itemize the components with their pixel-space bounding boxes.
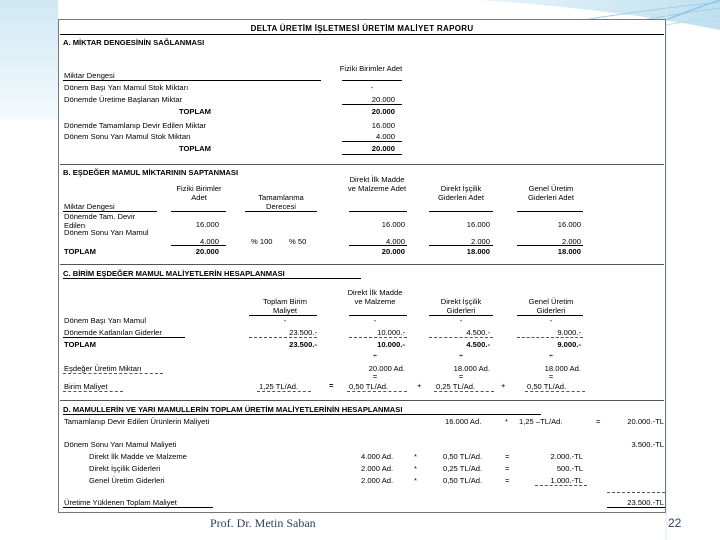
- equals-sign: =: [596, 417, 601, 426]
- divide-sign: ÷: [458, 351, 464, 360]
- section-c-header-dl: Direkt İşçilik Giderleri: [440, 297, 482, 315]
- section-a-title: A. MİKTAR DENGESİNİN SAĞLANMASI: [63, 38, 205, 47]
- section-d-price: 0,50 TL/Ad.: [443, 476, 483, 485]
- equals-sign: =: [458, 372, 464, 381]
- underline: [342, 141, 402, 142]
- section-b-total: 18.000: [466, 247, 490, 256]
- header-line: [517, 211, 583, 212]
- underline: [517, 337, 583, 338]
- underline: [429, 245, 493, 246]
- underline: [535, 485, 587, 486]
- section-b-total-label: TOPLAM: [64, 247, 96, 256]
- underline: [525, 391, 585, 392]
- section-c-row-label: Dönemde Katlanılan Giderler: [64, 328, 162, 337]
- underline: [517, 245, 583, 246]
- underline: [63, 391, 123, 392]
- section-c-cell: -: [283, 316, 287, 325]
- multiply-sign: *: [414, 476, 417, 485]
- multiply-sign: *: [414, 452, 417, 461]
- section-c-total: 23.500.-: [289, 340, 317, 349]
- underline: [63, 507, 213, 508]
- multiply-sign: *: [414, 464, 417, 473]
- double-underline: [342, 154, 402, 155]
- section-c-cell: 0,25 TL/Ad.: [436, 382, 476, 391]
- section-d-item-label: Genel Üretim Giderleri: [89, 476, 165, 485]
- section-d-total-label: Üretime Yüklenen Toplam Maliyet: [64, 498, 177, 507]
- section-a-col-line: [342, 80, 402, 81]
- section-d-amount: 500.-TL: [556, 464, 583, 473]
- section-c-title: C. BİRİM EŞDEĞER MAMUL MALİYETLERİN HESAPLANMASI: [63, 269, 285, 278]
- section-a-row-value: 20.000: [371, 95, 395, 104]
- divide-sign: ÷: [372, 351, 378, 360]
- section-c-header-oh: Genel Üretim Giderleri: [528, 297, 574, 315]
- section-a-label-line: [63, 80, 321, 81]
- page-number: 22: [668, 516, 682, 530]
- underline: [257, 391, 311, 392]
- section-b-total: 18.000: [557, 247, 581, 256]
- header-line: [429, 211, 493, 212]
- underline: [63, 373, 163, 374]
- section-a-col-header: Fiziki Birimler Adet: [339, 64, 403, 73]
- section-b-header-dl: Direkt İşçilik Giderleri Adet: [437, 184, 484, 202]
- title-underline: [63, 414, 541, 415]
- equals-sign: =: [329, 381, 334, 390]
- section-a-row-value: 4.000: [375, 132, 395, 141]
- divide-sign: ÷: [548, 351, 554, 360]
- section-d-qty: 16.000 Ad.: [445, 417, 482, 426]
- section-b-header-completion: Tamamlanma Derecesi: [258, 193, 304, 211]
- section-b-cell: 4.000: [199, 237, 219, 246]
- plus-sign: +: [501, 381, 506, 390]
- underline: [347, 391, 407, 392]
- section-c-total: 4.500.-: [466, 340, 490, 349]
- section-d-amount: 3.500.-TL: [631, 440, 664, 449]
- section-c-cell: 0,50 TL/Ad.: [349, 382, 389, 391]
- section-d-price: 0,25 TL/Ad.: [443, 464, 483, 473]
- section-d-qty: 2.000 Ad.: [361, 464, 394, 473]
- section-d-price: 0,50 TL/Ad.: [443, 452, 483, 461]
- underline: [607, 492, 665, 493]
- cost-report-document: [58, 19, 666, 513]
- underline: [171, 245, 226, 246]
- section-b-header-label: Miktar Dengesi: [64, 202, 115, 211]
- equals-sign: =: [505, 476, 510, 485]
- section-b-cell: 4.000: [385, 237, 405, 246]
- section-b-header-physical: Fiziki Birimler Adet: [176, 184, 222, 202]
- double-underline: [607, 507, 665, 508]
- section-b-total: 20.000: [195, 247, 219, 256]
- section-c-cell: 10.000.-: [377, 328, 405, 337]
- section-b-cell: 2.000: [561, 237, 581, 246]
- section-c-cell: -: [373, 316, 377, 325]
- section-d-amount: 20.000.-TL: [627, 417, 664, 426]
- section-c-row-label: Eşdeğer Üretim Miktarı: [64, 364, 142, 373]
- section-c-cell: -: [549, 316, 553, 325]
- section-c-total: 9.000.-: [557, 340, 581, 349]
- section-b-pct: % 100: [251, 237, 273, 246]
- header-line: [245, 211, 317, 212]
- equals-sign: =: [372, 372, 378, 381]
- underline: [349, 245, 407, 246]
- section-c-header-dm: Direkt İlk Madde ve Malzeme: [347, 288, 403, 306]
- underline: [349, 337, 407, 338]
- section-c-header-total: Toplam Birim Maliyet: [263, 297, 307, 315]
- underline: [434, 391, 494, 392]
- section-a-row-label: Dönemde Tamamlanıp Devir Edilen Miktar: [64, 121, 207, 130]
- section-d-qty: 2.000 Ad.: [361, 476, 394, 485]
- section-b-row-label: Dönem Sonu Yarı Mamul: [64, 228, 149, 237]
- multiply-sign: *: [505, 417, 508, 426]
- section-c-cell: 23.500.-: [289, 328, 317, 337]
- section-b-header-dm: Direkt İlk Madde ve Malzeme Adet: [347, 175, 407, 193]
- section-a-row-label: TOPLAM: [179, 107, 211, 116]
- section-separator: [60, 164, 664, 165]
- underline: [342, 104, 402, 105]
- section-a-row-value: 16.000: [371, 121, 395, 130]
- section-a-row-label: Miktar Dengesi: [64, 71, 115, 80]
- section-b-cell: 16.000: [195, 220, 219, 229]
- section-a-row-label: Dönemde Üretime Başlanan Miktar: [64, 95, 183, 104]
- header-line: [349, 211, 407, 212]
- section-d-price: 1,25 –TL/Ad.: [519, 417, 563, 426]
- section-d-total: 23.500.-TL: [627, 498, 664, 507]
- section-d-title: D. MAMULLERİN VE YARI MAMULLERİN TOPLAM ÜRETİM MALİYETLERİNİN HESAPLANMASI: [63, 405, 403, 414]
- header-line: [171, 211, 226, 212]
- section-b-cell: 16.000: [466, 220, 490, 229]
- section-b-cell: 2.000: [470, 237, 490, 246]
- equals-sign: =: [505, 464, 510, 473]
- report-title: DELTA ÜRETİM İŞLETMESİ ÜRETİM MALİYET RAPORU: [250, 24, 474, 33]
- section-c-total-label: TOPLAM: [64, 340, 96, 349]
- header-line: [349, 315, 407, 316]
- section-c-cell: 4.500.-: [466, 328, 490, 337]
- section-d-amount: 1.000.-TL: [550, 476, 583, 485]
- section-d-qty: 4.000 Ad.: [361, 452, 394, 461]
- section-d-item-label: Direkt İlk Madde ve Malzeme: [89, 452, 187, 461]
- section-c-cell: 18.000 Ad.: [453, 364, 490, 373]
- section-b-row-label: Dönemde Tam. Devir Edilen: [64, 212, 136, 230]
- section-separator: [60, 400, 664, 401]
- section-a-row-label: Dönem Başı Yarı Mamul Stok Miktarı: [64, 83, 189, 92]
- section-c-cell: 18.000 Ad.: [544, 364, 581, 373]
- section-b-total: 20.000: [381, 247, 405, 256]
- section-c-cell: 9.000.-: [557, 328, 581, 337]
- section-c-cell: 20.000 Ad.: [368, 364, 405, 373]
- underline: [249, 337, 317, 338]
- section-b-header-oh: Genel Üretim Giderleri Adet: [527, 184, 574, 202]
- section-a-row-value: -: [370, 83, 374, 92]
- underline: [429, 337, 493, 338]
- footer-author: Prof. Dr. Metin Saban: [210, 516, 316, 530]
- title-underline: [60, 34, 664, 35]
- section-c-total: 10.000.-: [377, 340, 405, 349]
- section-a-row-value: 20.000: [371, 144, 395, 153]
- section-separator: [60, 264, 664, 265]
- section-c-row-label: Dönem Başı Yarı Mamul: [64, 316, 147, 325]
- section-b-cell: 16.000: [381, 220, 405, 229]
- section-d-item-label: Direkt İşçilik Giderleri: [89, 464, 161, 473]
- section-b-cell: 16.000: [557, 220, 581, 229]
- section-a-row-label: Dönem Sonu Yarı Mamul Stok Miktarı: [64, 132, 191, 141]
- underline: [63, 337, 185, 338]
- section-c-cell: -: [459, 316, 463, 325]
- section-d-row-label: Tamamlanıp Devir Edilen Ürünlerin Maliyeti: [64, 417, 210, 426]
- section-d-row-label: Dönem Sonu Yarı Mamul Maliyeti: [64, 440, 177, 449]
- section-c-cell: 1,25 TL/Ad.: [259, 382, 299, 391]
- title-underline: [63, 278, 361, 279]
- equals-sign: =: [548, 372, 554, 381]
- section-b-pct: % 50: [289, 237, 307, 246]
- section-a-row-value: 20.000: [371, 107, 395, 116]
- section-c-cell: 0,50 TL/Ad.: [527, 382, 567, 391]
- section-c-row-label: Birim Maliyet: [64, 382, 108, 391]
- section-a-row-label: TOPLAM: [179, 144, 211, 153]
- plus-sign: +: [417, 381, 422, 390]
- section-d-amount: 2.000.-TL: [550, 452, 583, 461]
- section-b-title: B. EŞDEĞER MAMUL MİKTARININ SAPTANMASI: [63, 168, 239, 177]
- equals-sign: =: [505, 452, 510, 461]
